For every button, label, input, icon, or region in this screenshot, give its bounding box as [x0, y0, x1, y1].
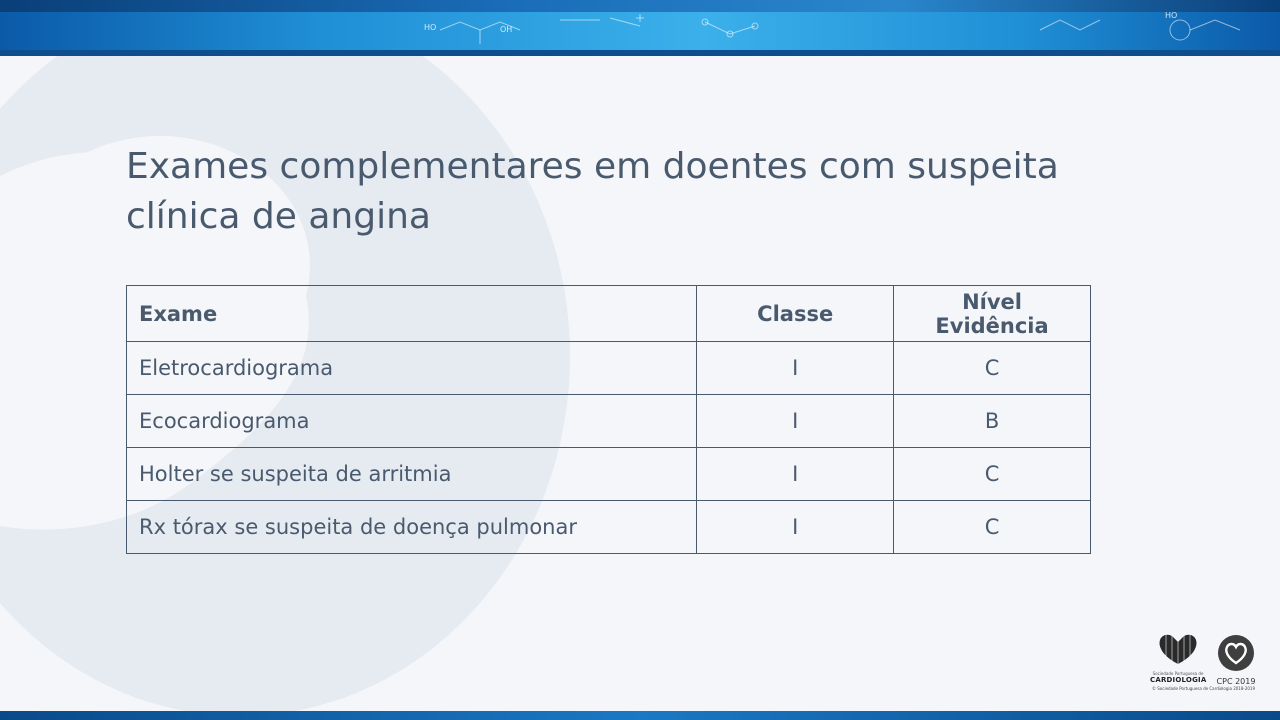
cell-classe: I	[697, 501, 894, 554]
table-row	[127, 395, 1091, 448]
cell-exame: Eletrocardiograma	[127, 342, 697, 395]
footer-logos	[1150, 630, 1270, 700]
cell-exame: Ecocardiograma	[127, 395, 697, 448]
header-classe: Classe	[697, 286, 894, 342]
table-header-row	[127, 286, 1091, 342]
header-banner	[0, 0, 1280, 56]
cell-classe: I	[697, 395, 894, 448]
decor-label-oh: OH	[500, 25, 513, 34]
footer-band	[0, 711, 1280, 720]
molecule-decoration	[0, 0, 1280, 56]
cpc-label: CPC 2019	[1216, 677, 1256, 686]
cell-nivel: B	[894, 395, 1091, 448]
cell-classe: I	[697, 342, 894, 395]
table-row	[127, 448, 1091, 501]
decor-label-ho: HO	[424, 23, 437, 32]
cell-nivel: C	[894, 501, 1091, 554]
cell-classe: I	[697, 448, 894, 501]
copyright-text: © Sociedade Portuguesa de Cardiologia 2018-2019	[1152, 686, 1256, 691]
cell-nivel: C	[894, 342, 1091, 395]
slide-title: Exames complementares em doentes com suspeita clínica de angina	[126, 146, 1059, 237]
spc-logo	[1150, 630, 1206, 684]
heart-grid-icon	[1150, 630, 1206, 666]
header-exame: Exame	[127, 286, 697, 342]
cell-nivel: C	[894, 448, 1091, 501]
table-row	[127, 342, 1091, 395]
exams-table	[126, 285, 1091, 554]
decor-label-ho-2: HO	[1165, 11, 1178, 20]
cell-exame: Holter se suspeita de arritmia	[127, 448, 697, 501]
cpc-logo	[1216, 635, 1256, 686]
spc-name: CARDIOLOGIA	[1150, 676, 1207, 684]
table-row	[127, 501, 1091, 554]
header-nivel-evidencia: Nível Evidência	[894, 286, 1091, 342]
spc-small-text: Sociedade Portuguesa de	[1152, 671, 1204, 676]
cell-exame: Rx tórax se suspeita de doença pulmonar	[127, 501, 697, 554]
cpc-heart-icon	[1217, 635, 1255, 671]
